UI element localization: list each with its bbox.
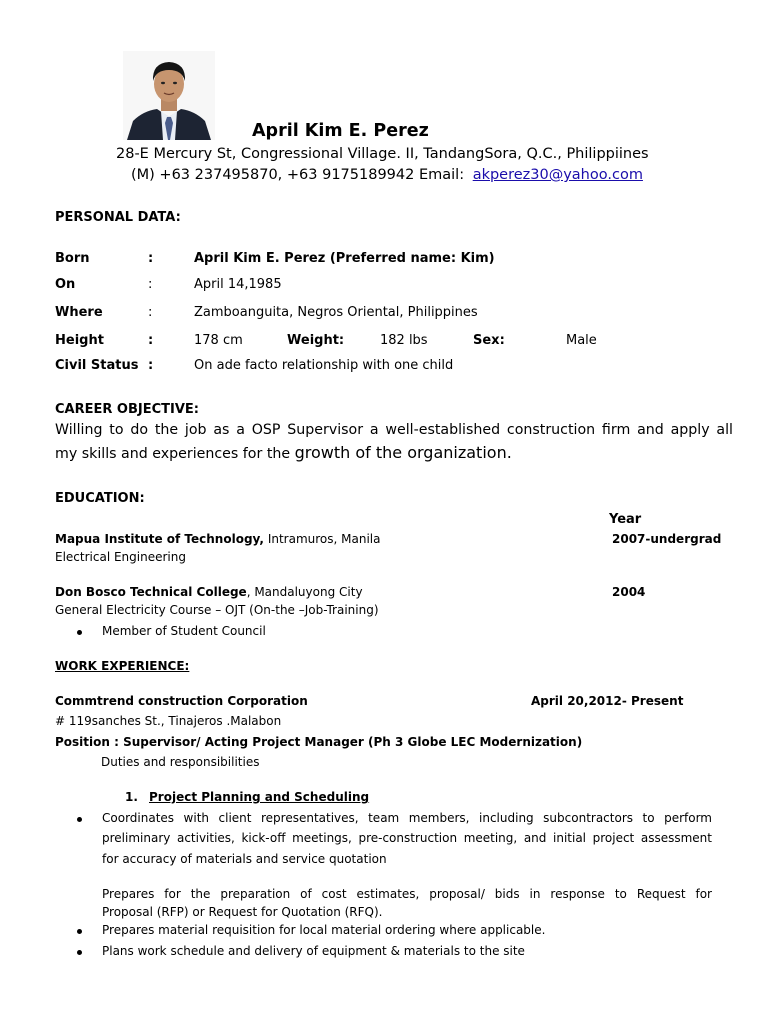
label-weight: Weight: [287,333,345,348]
duty-bullet-2: Prepares material requisition for local material ordering where applicable. [102,923,546,937]
duty-paragraph-line1: Prepares for the preparation of cost estimates, proposal/ bids in response to Request for [102,887,712,901]
value-civil-status: On ade facto relationship with one child [194,358,454,373]
address: 28-E Mercury St, Congressional Village. II, TandangSora, Q.C., Philippiines [116,146,649,162]
education-year-header: Year [609,512,642,527]
work-duties-heading: Duties and responsibilities [101,755,260,769]
duty-paragraph-line2: Proposal (RFP) or Request for Quotation (RFQ). [102,905,383,919]
profile-photo [123,51,215,140]
work-section-title: Project Planning and Scheduling [149,790,370,804]
contact-phones: (M) +63 237495870, +63 9175189942 Email: [131,167,465,183]
career-objective-line2 [55,443,512,462]
education-entry-2-year: 2004 [612,585,646,599]
work-section-number: 1. [125,790,138,804]
duty-bullet-1-line3: for accuracy of materials and service quotation [102,852,387,866]
value-weight: 182 lbs [380,333,428,348]
career-objective-line1: Willing to do the job as a OSP Supervisor a well-established construction firm and apply all [55,422,733,438]
bullet-dot-icon [77,950,82,955]
label-where: Where [55,305,103,320]
label-height: Height [55,333,104,348]
work-company: Commtrend construction Corporation [55,694,308,708]
personal-data-heading: PERSONAL DATA: [55,210,181,225]
contact-line [131,167,643,183]
label-sex: Sex: [473,333,505,348]
career-objective-line2-part2: growth of the organization. [294,443,512,462]
sep-born: : [148,251,154,266]
sep-civil-status: : [148,358,154,373]
bullet-dot-icon [77,929,82,934]
bullet-dot-icon [77,630,82,635]
bullet-dot-icon [77,817,82,822]
duty-bullet-3: Plans work schedule and delivery of equipment & materials to the site [102,944,525,958]
work-experience-heading: WORK EXPERIENCE: [55,659,190,673]
education-heading: EDUCATION: [55,491,145,506]
education-entry-2-course: General Electricity Course – OJT (On-the –Job-Training) [55,603,379,617]
education-entry-1-location: Intramuros, Manila [264,532,381,546]
career-objective-heading: CAREER OBJECTIVE: [55,402,199,417]
education-entry-2-school-line [55,585,363,599]
sep-where: : [148,305,153,320]
education-entry-1-course: Electrical Engineering [55,550,186,564]
value-height: 178 cm [194,333,243,348]
duty-bullet-1-line2: preliminary activities, kick-off meetings, pre-construction meeting, and initial project assessment [102,831,712,845]
label-born: Born [55,251,90,266]
value-where: Zamboanguita, Negros Oriental, Philippines [194,305,478,320]
education-entry-1-year: 2007-undergrad [612,532,722,546]
value-born: April Kim E. Perez (Preferred name: Kim) [194,251,495,266]
value-sex: Male [566,333,597,348]
duty-bullet-1-line1: Coordinates with client representatives, team members, including subcontractors to perform [102,811,712,825]
applicant-name: April Kim E. Perez [252,121,429,141]
work-address: # 119sanches St., Tinajeros .Malabon [55,714,282,728]
profile-photo-image [123,51,215,140]
sep-height: : [148,333,154,348]
education-entry-2-school: Don Bosco Technical College [55,585,247,599]
label-on: On [55,277,76,292]
work-dates: April 20,2012- Present [531,694,684,708]
education-bullet-student-council: Member of Student Council [102,624,266,638]
education-entry-1-school-line [55,532,380,546]
sep-on: : [148,277,153,292]
education-entry-1-school: Mapua Institute of Technology, [55,532,264,546]
career-objective-line2-part1: my skills and experiences for the [55,446,295,462]
email-link[interactable]: akperez30@yahoo.com [472,167,643,183]
value-on: April 14,1985 [194,277,282,292]
work-position: Position : Supervisor/ Acting Project Manager (Ph 3 Globe LEC Modernization) [55,735,583,749]
label-civil-status: Civil Status [55,358,139,373]
education-entry-2-location: , Mandaluyong City [246,585,363,599]
